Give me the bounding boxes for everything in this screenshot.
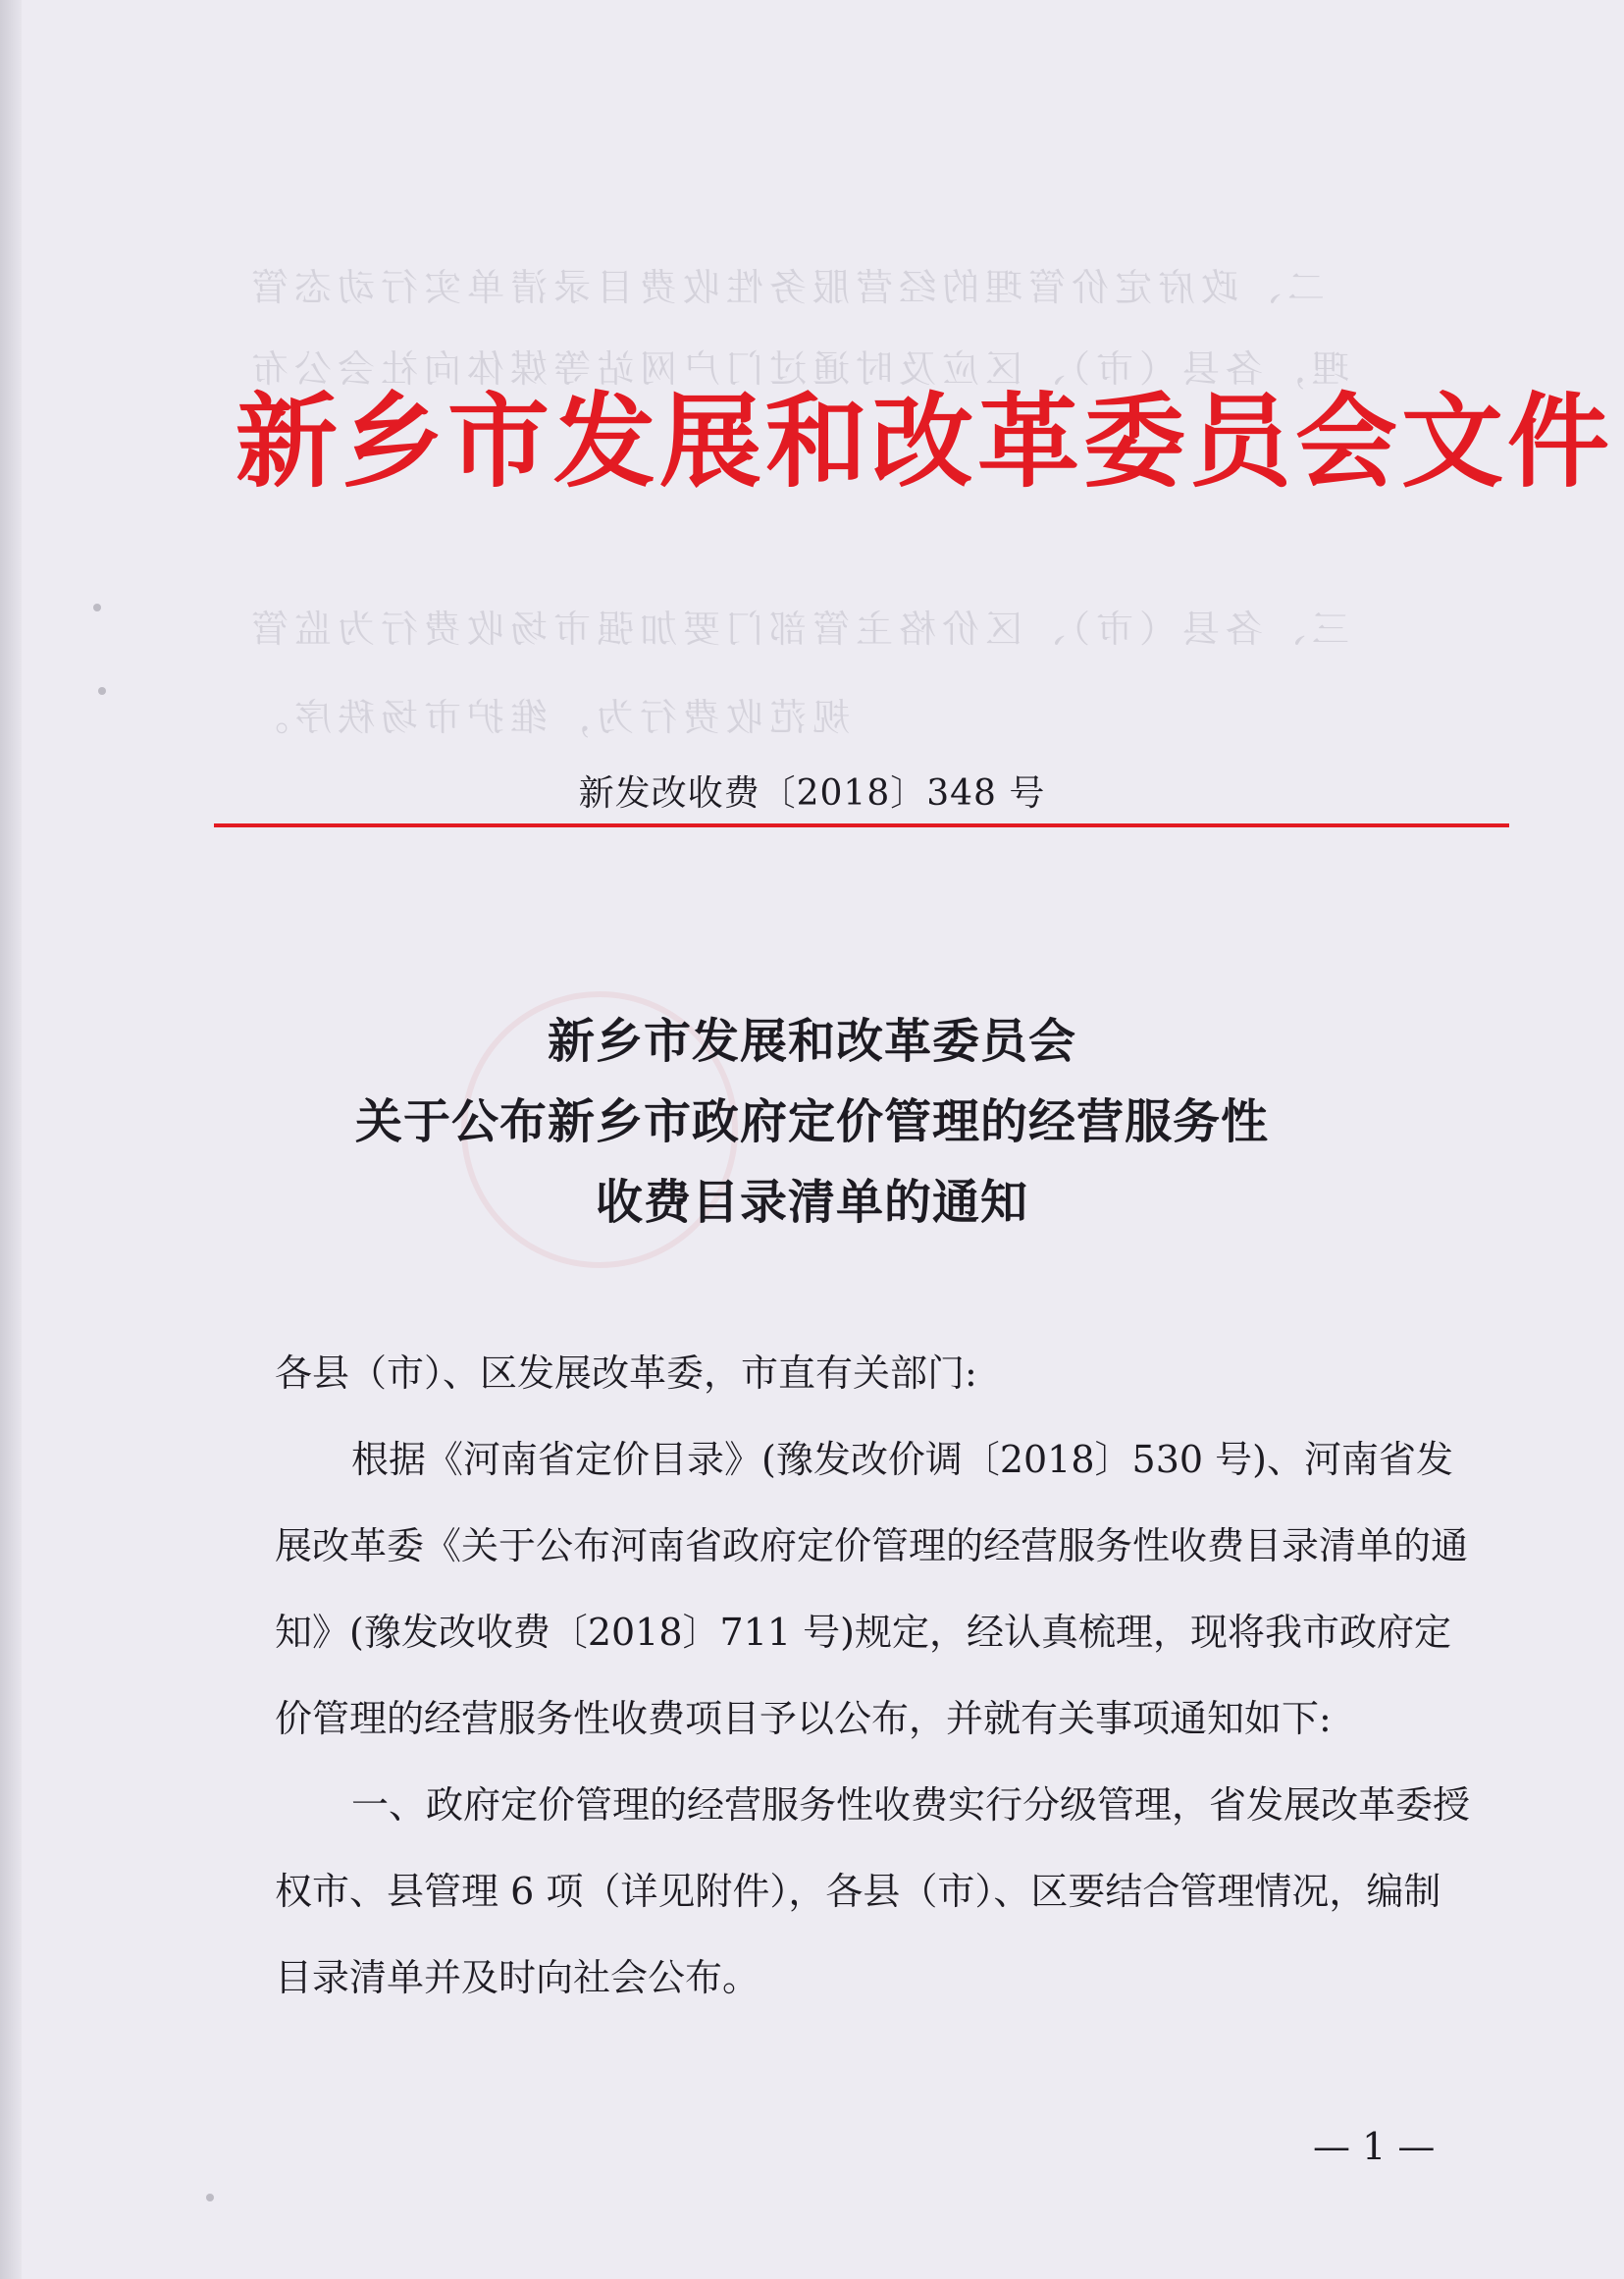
show-through-line: 规范收费行为，维护市场秩序。 <box>245 696 851 739</box>
document-header-title: 新乡市发展和改革委员会文件 <box>236 382 1614 502</box>
document-number: 新发改收费〔2018〕348 号 <box>578 773 1046 814</box>
body-paragraph-1: 根据《河南省定价目录》(豫发改价调〔2018〕530 号)、河南省发展改革委《关于公布河南省政府定价管理的经营服务性收费目录清单的通知》(豫发改收费〔2018〕711 号)规定，经认真梳理，现将我市政府定价管理的经营服务性收费项目予以公布，并就有关事项通知如下: <box>275 1438 1469 1740</box>
show-through-line: 三、各县（市）、区价格主管部门要加强市场收费行为监管 <box>245 608 1350 651</box>
page-number: — 1 — <box>1313 2125 1436 2168</box>
addressee-line: 各县（市）、区发展改革委，市直有关部门: <box>275 1352 977 1395</box>
show-through-line: 理，各县（市）、区应及时通过门户网站等媒体向社会公布 <box>245 347 1350 391</box>
header-divider-line <box>214 823 1509 827</box>
notice-title-line-1: 新乡市发展和改革委员会 <box>547 1014 1076 1069</box>
notice-title <box>0 1001 1624 1243</box>
scan-speck <box>93 604 101 611</box>
notice-title-line-2: 关于公布新乡市政府定价管理的经营服务性 <box>354 1094 1269 1149</box>
scan-speck <box>206 2194 214 2201</box>
notice-title-line-3: 收费目录清单的通知 <box>595 1175 1028 1230</box>
notice-body <box>275 1330 1472 2021</box>
body-paragraph-2: 一、政府定价管理的经营服务性收费实行分级管理，省发展改革委授权市、县管理 6 项（详见附件），各县（市）、区要结合管理情况，编制目录清单并及时向社会公布。 <box>275 1783 1471 1999</box>
scan-speck <box>98 687 106 695</box>
show-through-line: 二、政府定价管理的经营服务性收费目录清单实行动态管 <box>245 266 1326 309</box>
